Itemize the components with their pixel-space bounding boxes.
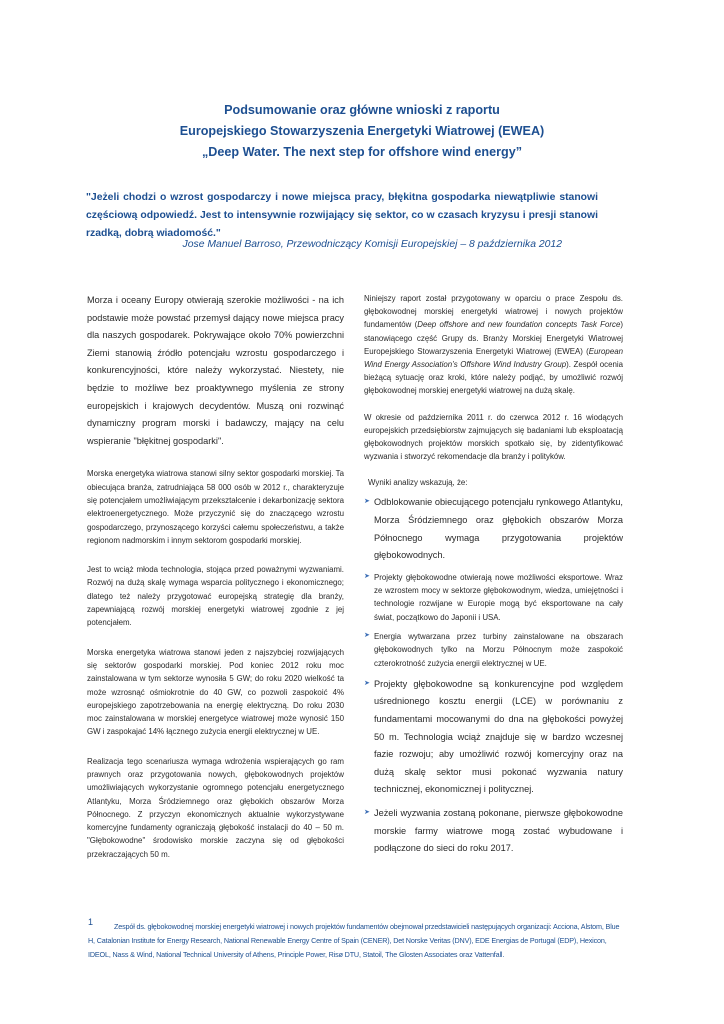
paragraph-blue-economy: Morza i oceany Europy otwierają szerokie możliwości - na ich podstawie może powstać przemysł dający nowe miejsca pracy dla naszych gospodarek. Pokrywające około 70% powierzchni Ziemi stanowią źródło potencjału wzrostu gospodarczego i konkurencyjności, które należy wykorzystać. Niestety, nie będzie to możliwe bez proaktywnego myślenia ze strony europejskich i krajowych decydentów. Muszą oni rozwinąć dynamiczny program morski i badawczy, mający na celu wspieranie "błękitnej gospodarki". <box>87 295 344 446</box>
title-line-1: Podsumowanie oraz główne wnioski z raportu <box>224 103 500 117</box>
arrow-bullet-icon: ➤ <box>364 572 370 580</box>
paragraph-offshore-sector: Morska energetyka wiatrowa stanowi silny sektor gospodarki morskiej. Ta obiecująca branża, zatrudniająca 58 000 osób w 2012 r., charakteryzuje się potencjałem umożliwiającym przekształcenie i dekarbonizację sektora elektroenergetycznego. Może przyczynić się do znaczącego wzrostu gospodarczego, przynoszącego korzyści całemu społeczeństwu, a także regionom nadmorskim i innym sektorom gospodarki morskiej. <box>87 469 344 545</box>
industry-group-name: European Wind Energy Association’s Offshore Wind Industry Group <box>364 346 623 370</box>
right-column <box>364 292 623 864</box>
paragraph-young-technology: Jest to wciąż młoda technologia, stojąca przed poważnymi wyzwaniami. Rozwój na dużą skalę wymaga wsparcia politycznego i ekonomicznego; dlatego też należy przygotować europejską strategię dla branży, zapewniającą rozwój morskiej energetyki wiatrowej zgodnie z jej potencjałem. <box>87 565 344 628</box>
left-column <box>87 292 344 877</box>
report-basis-text-e: ). Zespół ocenia bieżącą sytuację oraz kroki, które należy podjąć, by umożliwić rozwój głębokowodnej morskiej energetyki wiatrowej na dużą skalę. <box>364 360 624 396</box>
list-item-text: Projekty głębokowodne otwierają nowe możliwości eksportowe. Wraz ze wzrostem mocy w sektorze głębokowodnym, wiedza, umiejętności i technologie rozwijane w Europie mogą być eksportowane na cały świat, początkowo do Japonii i USA. <box>374 572 623 622</box>
report-basis-text-c: ) stanowiącego część Grupy ds. Branży Morskiej Energetyki Wiatrowej Europejskiego Stowarzyszenia Energetyki Wiatrowej (EWEA) ( <box>364 320 623 356</box>
pull-quote: "Jeżeli chodzi o wzrost gospodarczy i nowe miejsca pracy, błękitna gospodarka niewątpliwie stanowi częściową odpowiedź. Jest to intensywnie rozwijający się sektor, co w czasach kryzysu i presji stanowi rzadką, dobrą wiadomość." <box>86 192 598 239</box>
report-basis-text-a: Niniejszy raport został przygotowany w oparciu o prace Zespołu ds. głębokowodnej morskiej energetyki wiatrowej i nowych projektów fundamentów ( <box>364 294 623 330</box>
list-item <box>364 494 623 564</box>
task-force-name: Deep offshore and new foundation concepts Task Force <box>417 320 621 330</box>
findings-list <box>364 494 623 857</box>
paragraph-growth-figures: Morska energetyka wiatrowa stanowi jeden z najszybciej rozwijających się sektorów gospodarki morskiej. Pod koniec 2012 roku moc zainstalowana w tym sektorze wynosiła 5 GW; do roku 2020 wielkość ta może wzrosnąć ośmiokrotnie do 40 GW, co pozwoli zaspokoić 4% europejskiego zapotrzebowania na energię elektryczną. Do roku 2030 moc zainstalowana w morskiej energetyce wiatrowej może wynosić 150 GW i zaspokajać 14% łącznego zużycia energii elektrycznej w UE. <box>87 647 344 737</box>
title-line-2: Europejskiego Stowarzyszenia Energetyki Wiatrowej (EWEA) <box>179 124 545 138</box>
list-item-text: Energia wytwarzana przez turbiny zainstalowane na obszarach głębokowodnych tylko na Morzu Północnym może zaspokoić czterokrotność zużycia energii elektrycznej w UE. <box>374 632 623 668</box>
list-item-text: Jeżeli wyzwania zostaną pokonane, pierwsze głębokowodne morskie farmy wiatrowe mogą zostać wybudowane i podłączone do sieci do roku 2017. <box>374 808 623 854</box>
list-item <box>364 630 623 670</box>
findings-intro: Wyniki analizy wskazują, że: <box>368 478 468 488</box>
arrow-bullet-icon: ➤ <box>364 632 370 639</box>
arrow-bullet-icon: ➤ <box>364 498 370 506</box>
footnote <box>88 917 628 961</box>
list-item <box>364 571 623 624</box>
footnote-mark: 1 <box>88 917 94 927</box>
paragraph-report-basis <box>364 292 623 398</box>
paragraph-companies-met: W okresie od października 2011 r. do czerwca 2012 r. 16 wiodących europejskich przedsiębiorstw zajmujących się badaniami lub eksploatacją głębokowodnych projektów morskich spotkało się, by zidentyfikować wyzwania i stworzyć rekomendacje dla branży i polityków. <box>364 412 623 462</box>
list-item-text: Projekty głębokowodne są konkurencyjne pod względem uśrednionego kosztu energii (LCE) w porównaniu z fundamentami mocowanymi do dna na głębokości powyżej 50 m. Technologia wciąż znajduje się w bardzo wczesnej fazie rozwoju; aby umożliwić rozwój komercyjny oraz na dużą skalę sektor musi pokonać wyzwania natury technicznej, ekonomicznej i politycznej. <box>374 678 623 795</box>
paragraph-deep-water-scenario: Realizacja tego scenariusza wymaga wdrożenia wspierających go ram prawnych oraz przygotowania nowych, głębokowodnych projektów umożliwiających wykorzystanie ogromnego potencjału energetycznego Atlantyku, Morza Śródziemnego oraz głębokich obszarów Morza Północnego. Z przyczyn ekonomicznych aktualnie wykorzystywane komercyjne fundamenty ograniczają głębokość instalacji do 40 – 50 m. "Głębokowodne" środowisko morskie zaczyna się od głębokości przekraczających 50 m. <box>87 756 344 859</box>
quote-attribution: Jose Manuel Barroso, Przewodniczący Komisji Europejskiej – 8 października 2012 <box>182 239 562 250</box>
list-item <box>364 676 623 799</box>
arrow-bullet-icon: ➤ <box>364 809 370 817</box>
footnote-text: Zespół ds. głębokowodnej morskiej energetyki wiatrowej i nowych projektów fundamentów obejmował przedstawicieli następujących organizacji: Acciona, Alstom, Blue H, Catalonian Institute for Energy Research, National Renewable Energy Centre of Spain (CENER), Det Norske Veritas (DNV), EDE Energias de Portugal (EDP), Hexicon, IDEOL, Nass & Wind, National Technical University of Athens, Principle Power, Risø DTU, Statoil, The Glosten Associates oraz Vattenfall. <box>88 922 620 959</box>
list-item <box>364 805 623 858</box>
document-title <box>60 100 664 163</box>
title-line-3: „Deep Water. The next step for offshore wind energy” <box>201 145 523 159</box>
arrow-bullet-icon: ➤ <box>364 679 370 687</box>
list-item-text: Odblokowanie obiecującego potencjału rynkowego Atlantyku, Morza Śródziemnego oraz głębokich obszarów Morza Północnego wymaga przygotowania projektów głębokowodnych. <box>374 497 623 561</box>
